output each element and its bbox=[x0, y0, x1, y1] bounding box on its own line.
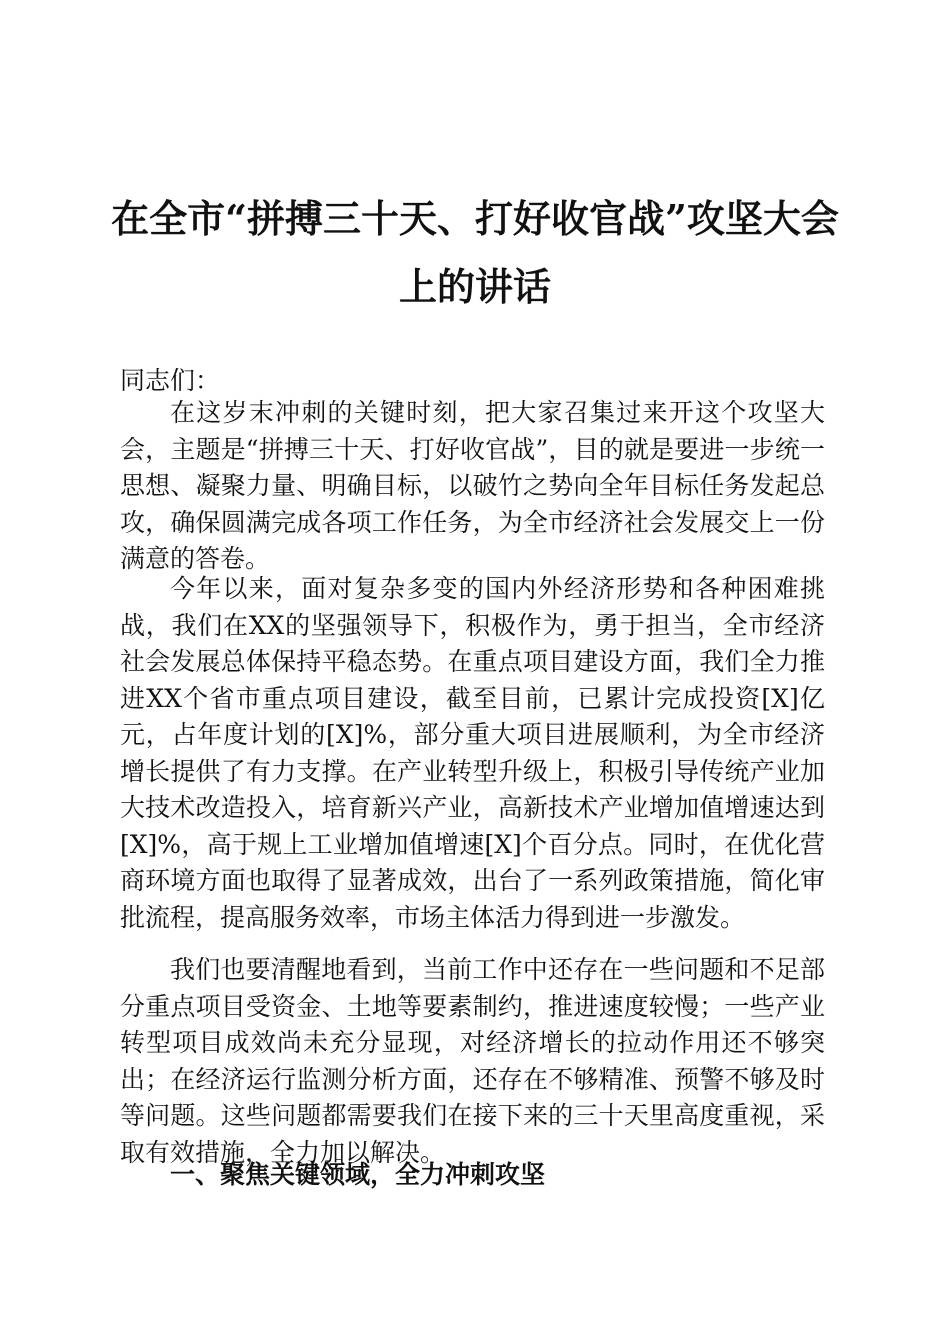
document-title-line-1: 在全市“拼搏三十天、打好收官战”攻坚大会 bbox=[111, 196, 839, 241]
document-title-line-2: 上的讲话 bbox=[398, 264, 551, 309]
section-heading-1: 一、聚焦关键领域，全力冲刺攻坚 bbox=[170, 1160, 546, 1189]
paragraph-3: 我们也要清醒地看到，当前工作中还存在一些问题和不足部分重点项目受资金、土地等要素制约，推进速度较慢；一些产业转型项目成效尚未充分显现，对经济增长的拉动作用还不够突出；在经济运行监测分析方面，还存在不够精准、预警不够及时等问题。这些问题都需要我们在接下来的三十天里高度重视，采取有效措施，全力加以解决。 bbox=[120, 955, 825, 1167]
paragraph-2: 今年以来，面对复杂多变的国内外经济形势和各种困难挑战，我们在XX的坚强领导下，积极作为，勇于担当，全市经济社会发展总体保持平稳态势。在重点项目建设方面，我们全力推进XX个省市重点项目建设，截至目前，已累计完成投资[X]亿元，占年度计划的[X]%，部分重大项目进展顺利，为全市经济增长提供了有力支撑。在产业转型升级上，积极引导传统产业加大技术改造投入，培育新兴产业，高新技术产业增加值增速达到[X]%，高于规上工业增加值增速[X]个百分点。同时，在优化营商环境方面也取得了显著成效，出台了一系列政策措施，简化审批流程，提高服务效率，市场主体活力得到进一步激发。 bbox=[120, 574, 825, 932]
paragraph-1: 在这岁末冲刺的关键时刻，把大家召集过来开这个攻坚大会，主题是“拼搏三十天、打好收官战”，目的就是要进一步统一思想、凝聚力量、明确目标，以破竹之势向全年目标任务发起总攻，确保圆满完成各项工作任务，为全市经济社会发展交上一份满意的答卷。 bbox=[120, 398, 825, 573]
salutation: 同志们： bbox=[120, 366, 221, 395]
